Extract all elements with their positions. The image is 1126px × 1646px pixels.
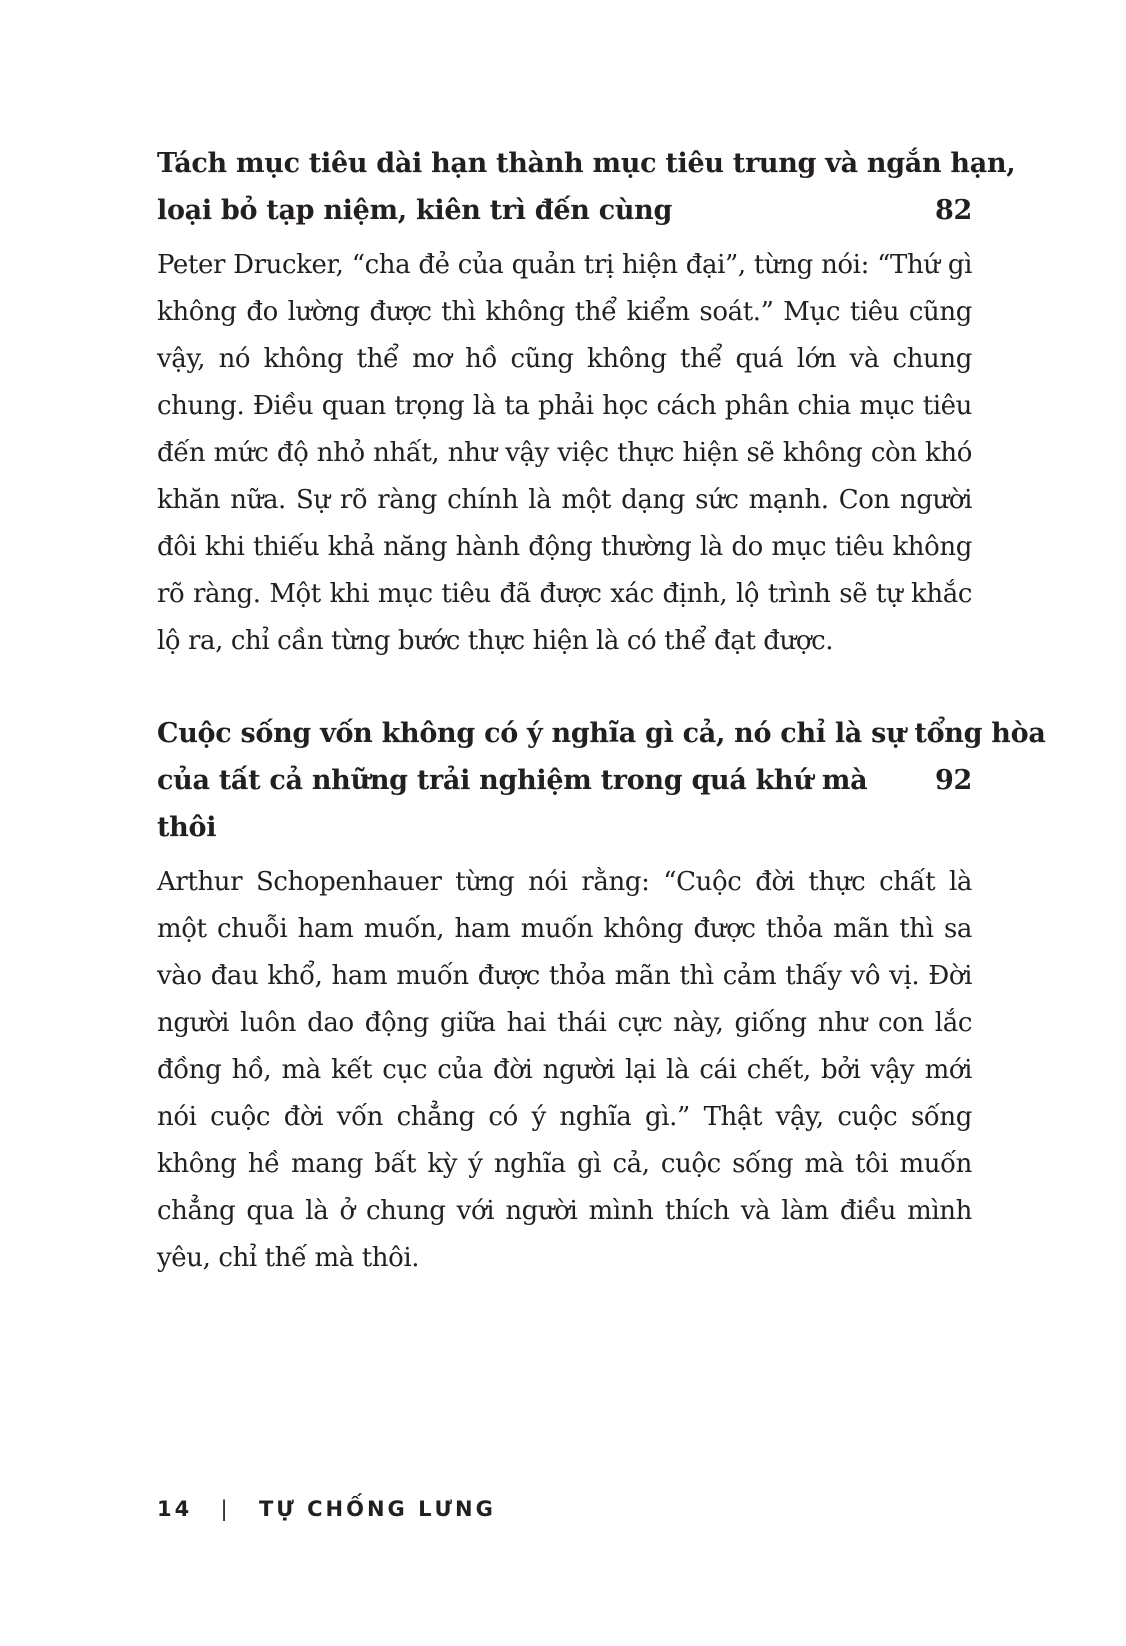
contents-page — [157, 140, 1046, 1282]
footer-separator: | — [220, 1497, 231, 1521]
footer-book-title: TỰ CHỐNG LƯNG — [258, 1497, 496, 1521]
entry-heading-line-2: của tất cả những trải nghiệm trong quá khứ mà thôi — [157, 765, 868, 843]
footer-page-number: 14 — [157, 1497, 193, 1521]
page-footer — [157, 1497, 496, 1521]
entry-heading — [157, 140, 1016, 234]
entry-heading-line-2: loại bỏ tạp niệm, kiên trì đến cùng — [157, 195, 673, 226]
entry-summary: Arthur Schopenhauer từng nói rằng: “Cuộc đời thực chất là một chuỗi ham muốn, ham muốn không được thỏa mãn thì sa vào đau khổ, ham muốn được thỏa mãn thì cảm thấy vô vị. Đời người luôn dao động giữa hai thái cực này, giống như con lắc đồng hồ, mà kết cục của đời người lại là cái chết, bởi vậy mới nói cuộc đời vốn chẳng có ý nghĩa gì.” Thật vậy, cuộc sống không hề mang bất kỳ ý nghĩa gì cả, cuộc sống mà tôi muốn chẳng qua là ở chung với người mình thích và làm điều mình yêu, chỉ thế mà thôi. — [157, 867, 972, 1273]
entry-heading-line-1: Tách mục tiêu dài hạn thành mục tiêu trung và ngắn hạn, — [157, 148, 1016, 179]
toc-entry-1 — [157, 140, 1016, 665]
entry-heading-line-1: Cuộc sống vốn không có ý nghĩa gì cả, nó chỉ là sự tổng hòa — [157, 718, 1046, 749]
entry-summary: Peter Drucker, “cha đẻ của quản trị hiện đại”, từng nói: “Thứ gì không đo lường được thì không thể kiểm soát.” Mục tiêu cũng vậy, nó không thể mơ hồ cũng không thể quá lớn và chung chung. Điều quan trọng là ta phải học cách phân chia mục tiêu đến mức độ nhỏ nhất, như vậy việc thực hiện sẽ không còn khó khăn nữa. Sự rõ ràng chính là một dạng sức mạnh. Con người đôi khi thiếu khả năng hành động thường là do mục tiêu không rõ ràng. Một khi mục tiêu đã được xác định, lộ trình sẽ tự khắc lộ ra, chỉ cần từng bước thực hiện là có thể đạt được. — [157, 250, 972, 656]
toc-entry-2 — [157, 710, 1046, 1282]
entry-page-number: 92 — [935, 765, 972, 796]
entry-heading — [157, 710, 1046, 851]
entry-page-number: 82 — [935, 195, 972, 226]
